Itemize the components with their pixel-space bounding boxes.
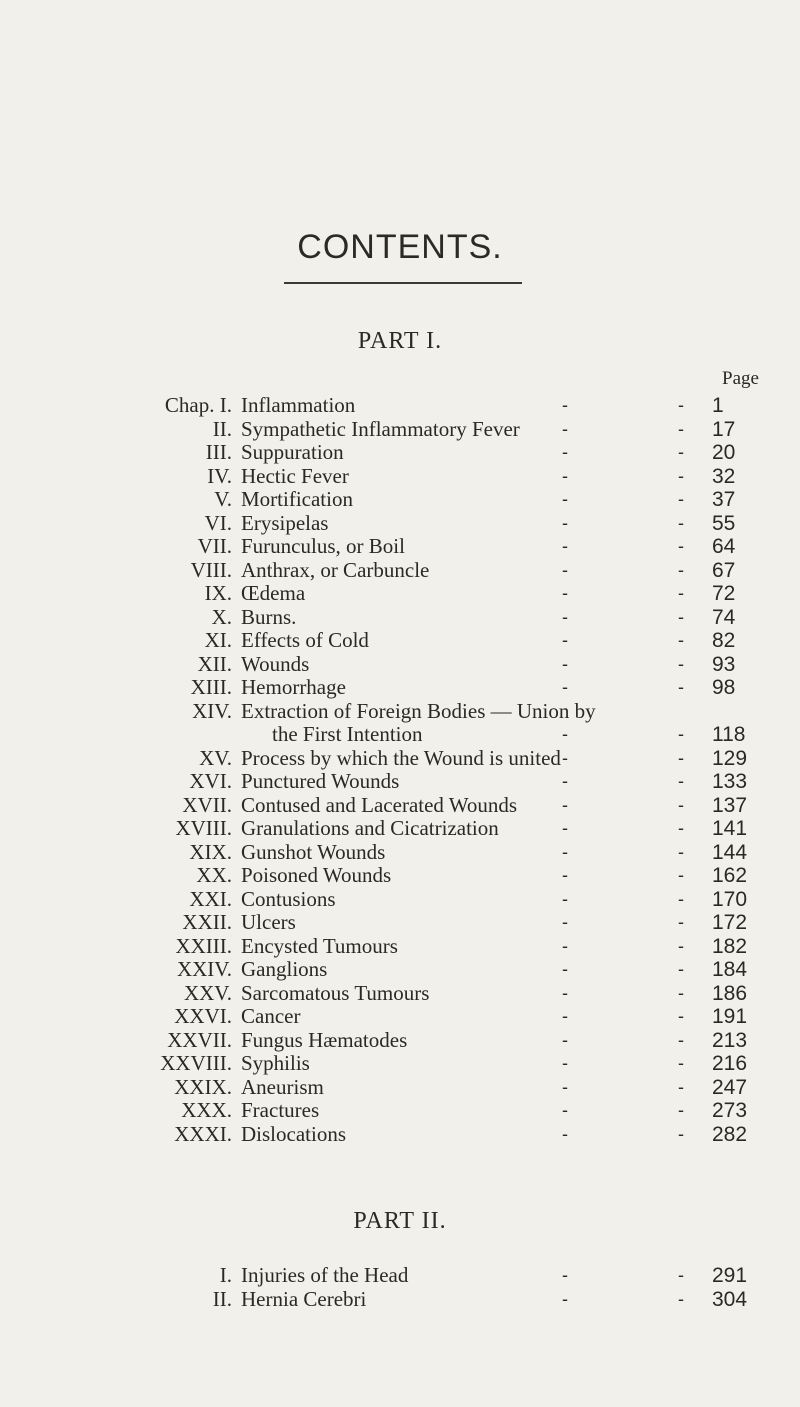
leader-dash: -: [562, 794, 568, 815]
chapter-title-continued: the First Intention: [272, 722, 423, 746]
leader-dash: -: [678, 818, 684, 838]
toc-entry: [0, 770, 800, 794]
page-number: 118: [712, 723, 746, 746]
leader-dash: -: [562, 677, 568, 697]
leader-dash: -: [562, 583, 568, 603]
chapter-number: XXVII.: [167, 1027, 232, 1052]
leader-dash: -: [678, 606, 684, 627]
toc-entry: [0, 1288, 800, 1312]
leader-dash: -: [678, 630, 684, 650]
leader-dash: -: [678, 653, 684, 674]
page-number: 291: [712, 1264, 748, 1287]
chapter-title: Inflammation: [241, 393, 356, 417]
title-rule: [284, 282, 522, 284]
chapter-number: XX.: [196, 863, 232, 887]
chapter-number: XVIII.: [175, 816, 232, 840]
leader-dash: -: [562, 912, 568, 932]
leader-dash: -: [678, 724, 684, 744]
leader-dash: -: [562, 818, 568, 838]
leader-dash: -: [678, 465, 684, 486]
leader-dash: -: [562, 653, 568, 674]
chapter-number: II.: [212, 416, 232, 441]
page-number: 304: [712, 1287, 748, 1311]
leader-dash: -: [678, 489, 684, 509]
toc-entry: [0, 1123, 800, 1147]
leader-dash: -: [562, 1006, 568, 1026]
chapter-number: VI.: [204, 510, 232, 535]
leader-dash: -: [562, 630, 568, 650]
page-number: 1: [712, 394, 724, 417]
leader-dash: -: [678, 512, 684, 533]
chapter-title: Gunshot Wounds: [241, 839, 386, 864]
leader-dash: -: [562, 1053, 568, 1073]
leader-dash: -: [562, 935, 568, 956]
page-number: 162: [712, 864, 748, 887]
toc-entry: [0, 606, 800, 630]
chapter-title: Erysipelas: [241, 510, 329, 535]
toc-entry: [0, 747, 800, 771]
chapter-title: Œdema: [241, 581, 306, 605]
chapter-title: Wounds: [241, 651, 310, 676]
chapter-title: Encysted Tumours: [241, 933, 398, 958]
chapter-number: II.: [212, 1286, 232, 1311]
leader-dash: -: [678, 794, 684, 815]
leader-dash: -: [678, 583, 684, 603]
chapter-title: Poisoned Wounds: [241, 863, 392, 887]
page-number: 20: [712, 441, 736, 464]
chapter-title: Dislocations: [241, 1121, 346, 1146]
toc-entry: [0, 1099, 800, 1123]
chapter-number: XXX.: [181, 1098, 232, 1122]
page-number: 129: [712, 746, 748, 770]
leader-dash: -: [562, 536, 568, 556]
chapter-title: Suppuration: [241, 440, 344, 464]
toc-entry: [0, 1029, 800, 1053]
toc-entry: [0, 488, 800, 512]
chapter-title: Process by which the Wound is united: [241, 745, 561, 770]
toc-entry: [0, 817, 800, 841]
toc-entry: [0, 465, 800, 489]
part-1-heading: PART I.: [357, 328, 443, 354]
leader-dash: -: [678, 935, 684, 956]
leader-dash: -: [562, 771, 568, 791]
page-number: 64: [712, 535, 736, 558]
toc-entry: [0, 535, 800, 559]
chapter-title: Burns.: [241, 604, 297, 629]
leader-dash: -: [562, 1100, 568, 1120]
toc-entry: [0, 982, 800, 1006]
page-number: 37: [712, 488, 736, 511]
toc-entry: [0, 864, 800, 888]
chapter-number: XIX.: [189, 839, 232, 864]
leader-dash: -: [678, 959, 684, 979]
page-number: 93: [712, 652, 736, 676]
leader-dash: -: [562, 959, 568, 979]
leader-dash: -: [678, 912, 684, 932]
page-number: 98: [712, 676, 736, 699]
toc-entry: [0, 841, 800, 865]
page-number: 82: [712, 629, 736, 652]
toc-entry: [0, 1264, 800, 1288]
leader-dash: -: [678, 559, 684, 580]
toc-entry: [0, 700, 800, 724]
part-1-entries: [0, 394, 800, 1146]
leader-dash: -: [678, 1288, 684, 1309]
page-number: 182: [712, 934, 748, 958]
chapter-title: Cancer: [241, 1004, 301, 1028]
chapter-title: Ganglions: [241, 957, 328, 981]
leader-dash: -: [678, 1076, 684, 1097]
chapter-title: Syphilis: [241, 1051, 310, 1075]
leader-dash: -: [562, 512, 568, 533]
chapter-title: Fractures: [241, 1098, 320, 1122]
leader-dash: -: [562, 1288, 568, 1309]
chapter-number: IV.: [207, 463, 232, 488]
chapter-number: IX.: [204, 581, 232, 605]
chapter-title: Sympathetic Inflammatory Fever: [241, 416, 520, 441]
chapter-title: Anthrax, or Carbuncle: [241, 557, 430, 582]
leader-dash: -: [678, 418, 684, 439]
leader-dash: -: [562, 442, 568, 462]
toc-entry: [0, 1005, 800, 1029]
leader-dash: -: [562, 489, 568, 509]
page-number: 184: [712, 958, 748, 981]
chapter-number: V.: [214, 487, 232, 511]
leader-dash: -: [678, 395, 684, 415]
toc-entry: [0, 1076, 800, 1100]
leader-dash: -: [678, 747, 684, 768]
toc-entry: [0, 653, 800, 677]
chapter-number: XXII.: [182, 910, 232, 934]
chapter-number: III.: [205, 440, 232, 464]
toc-entry: [0, 559, 800, 583]
chapter-number: X.: [211, 604, 232, 629]
leader-dash: -: [678, 888, 684, 909]
page-number: 32: [712, 464, 736, 488]
chapter-title: Aneurism: [241, 1074, 324, 1099]
chapter-number: VIII.: [190, 557, 232, 582]
chapter-number: XV.: [199, 745, 232, 770]
chapter-number: XXVIII.: [160, 1051, 232, 1075]
chapter-number: Chap. I.: [164, 393, 232, 417]
toc-entry: [0, 888, 800, 912]
leader-dash: -: [678, 442, 684, 462]
toc-entry: [0, 911, 800, 935]
page-number: 186: [712, 981, 748, 1005]
leader-dash: -: [562, 395, 568, 415]
leader-dash: -: [678, 1053, 684, 1073]
page-number: 216: [712, 1052, 748, 1075]
leader-dash: -: [678, 841, 684, 862]
page-number: 247: [712, 1075, 748, 1099]
chapter-title: Injuries of the Head: [241, 1263, 409, 1287]
leader-dash: -: [678, 982, 684, 1003]
chapter-number: XVI.: [189, 769, 232, 793]
page-number: 67: [712, 558, 736, 582]
chapter-number: XXVI.: [174, 1004, 232, 1028]
page-column-header: Page: [722, 368, 759, 389]
page-number: 17: [712, 417, 736, 441]
chapter-title: Hernia Cerebri: [241, 1286, 367, 1311]
chapter-title: Hemorrhage: [241, 675, 346, 699]
leader-dash: -: [678, 1265, 684, 1285]
page-number: 72: [712, 582, 736, 605]
page-number: 213: [712, 1028, 748, 1052]
leader-dash: -: [678, 865, 684, 885]
toc-entry: [0, 394, 800, 418]
page-number: 137: [712, 793, 748, 817]
toc-entry-continuation: [0, 723, 800, 747]
chapter-number: XII.: [197, 651, 232, 676]
toc-entry: [0, 676, 800, 700]
toc-entry: [0, 512, 800, 536]
leader-dash: -: [678, 1123, 684, 1144]
leader-dash: -: [678, 1006, 684, 1026]
leader-dash: -: [562, 888, 568, 909]
leader-dash: -: [562, 1265, 568, 1285]
page-number: 133: [712, 770, 748, 793]
leader-dash: -: [562, 606, 568, 627]
chapter-number: XI.: [204, 628, 232, 652]
chapter-number: XVII.: [182, 792, 232, 817]
chapter-title: Granulations and Cicatrization: [241, 816, 499, 840]
toc-entry: [0, 1052, 800, 1076]
chapter-title: Mortification: [241, 487, 353, 511]
leader-dash: -: [562, 841, 568, 862]
chapter-number: XXI.: [189, 886, 232, 911]
toc-entry: [0, 629, 800, 653]
toc-entry: [0, 418, 800, 442]
page-number: 170: [712, 887, 748, 911]
chapter-number: XIV.: [192, 698, 232, 723]
page-number: 141: [712, 817, 748, 840]
chapter-number: XIII.: [190, 675, 232, 699]
leader-dash: -: [562, 724, 568, 744]
toc-entry: [0, 935, 800, 959]
page-number: 144: [712, 840, 748, 864]
chapter-number: VII.: [197, 534, 232, 558]
leader-dash: -: [678, 771, 684, 791]
chapter-title: Extraction of Foreign Bodies — Union by: [241, 698, 596, 723]
chapter-title: Contusions: [241, 886, 336, 911]
part-2-entries: [0, 1264, 800, 1311]
page-number: 282: [712, 1122, 748, 1146]
chapter-title: Hectic Fever: [241, 463, 349, 488]
page-number: 55: [712, 511, 736, 535]
page-title: CONTENTS.: [297, 228, 503, 266]
page-number: 74: [712, 605, 736, 629]
page-number: 172: [712, 911, 748, 934]
leader-dash: -: [562, 465, 568, 486]
chapter-title: Punctured Wounds: [241, 769, 400, 793]
leader-dash: -: [678, 677, 684, 697]
leader-dash: -: [562, 1029, 568, 1050]
page-number: 273: [712, 1099, 748, 1122]
chapter-number: I.: [219, 1263, 232, 1287]
leader-dash: -: [562, 1076, 568, 1097]
leader-dash: -: [678, 1100, 684, 1120]
chapter-title: Furunculus, or Boil: [241, 534, 405, 558]
toc-entry: [0, 794, 800, 818]
leader-dash: -: [562, 1123, 568, 1144]
part-2-heading: PART II.: [353, 1208, 447, 1234]
chapter-number: XXIV.: [176, 957, 232, 981]
toc-entry: [0, 582, 800, 606]
chapter-title: Contused and Lacerated Wounds: [241, 792, 518, 817]
chapter-number: XXIII.: [175, 933, 232, 958]
leader-dash: -: [562, 982, 568, 1003]
leader-dash: -: [678, 1029, 684, 1050]
chapter-title: Effects of Cold: [241, 628, 369, 652]
leader-dash: -: [562, 865, 568, 885]
leader-dash: -: [678, 536, 684, 556]
chapter-number: XXXI.: [174, 1121, 232, 1146]
toc-entry: [0, 958, 800, 982]
toc-entry: [0, 441, 800, 465]
leader-dash: -: [562, 559, 568, 580]
chapter-title: Fungus Hæmatodes: [241, 1027, 408, 1052]
leader-dash: -: [562, 747, 568, 768]
chapter-title: Ulcers: [241, 910, 296, 934]
chapter-number: XXIX.: [174, 1074, 232, 1099]
chapter-number: XXV.: [183, 980, 232, 1005]
chapter-title: Sarcomatous Tumours: [241, 980, 430, 1005]
page-number: 191: [712, 1005, 748, 1028]
leader-dash: -: [562, 418, 568, 439]
